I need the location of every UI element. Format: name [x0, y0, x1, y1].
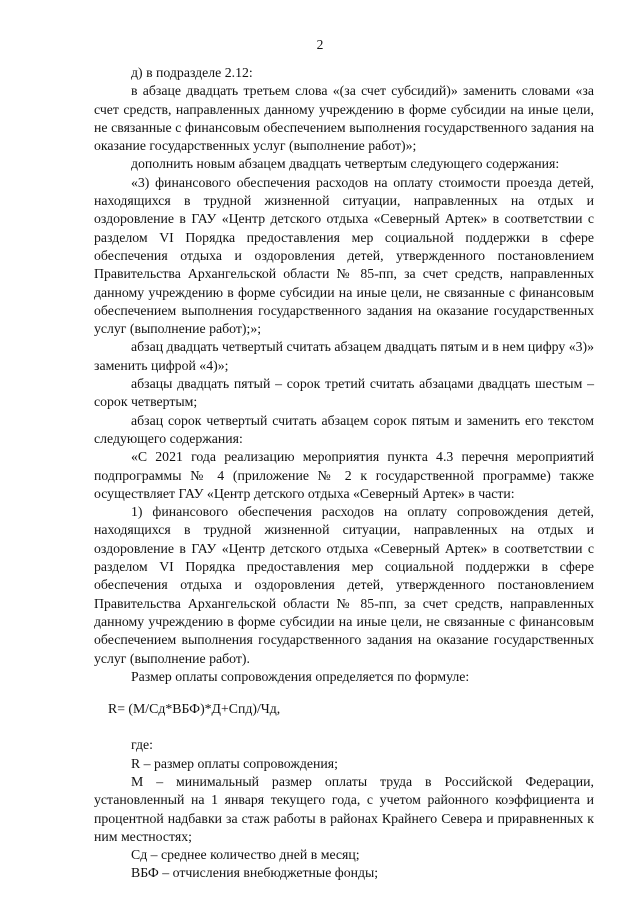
page-number: 2 — [316, 37, 324, 52]
paragraph: в абзаце двадцать третьем слова «(за счет субсидий)» заменить словами «за счет средств, направленных данному учреждению в форме субсидии на иные цели, не связанные с финансовым обеспечением выполнения государственного задания на оказание государственных услуг (выполнение работ)»; — [94, 83, 594, 154]
paragraph: «3) финансового обеспечения расходов на оплату стоимости проезда детей, находящихся в трудной жизненной ситуации, направленных на отдых и оздоровление в ГАУ «Центр детского отдыха «Северный Артек» в соответствии с разделом VI Порядка предоставления мер социальной поддержки в сфере обеспечения отдыха и оздоровления детей, утвержденного постановлением Правительства Архангельской области № 85-пп, за счет средств, направленных данному учреждению в форме субсидии на иные цели, не связанные с финансовым обеспечением выполнения государственного задания на оказание государственных услуг (выполнение работ);»; — [94, 174, 594, 337]
paragraph: абзацы двадцать пятый – сорок третий считать абзацами двадцать шестым – сорок четвертым; — [94, 376, 594, 410]
definition-item: Сд – среднее количество дней в месяц; — [131, 847, 360, 863]
definition-item: ВБФ – отчисления внебюджетные фонды; — [131, 865, 379, 881]
definition-item: М – минимальный размер оплаты труда в Российской Федерации, установленный на 1 января текущего года, с учетом районного коэффициента и процентной надбавки за стаж работы в районах Крайнего Севера и приравненных к ним местностях; — [94, 773, 594, 844]
formula: R= (М/Сд*ВБФ)*Д+Спд)/Чд, — [108, 701, 281, 717]
paragraph: «С 2021 года реализацию мероприятия пункта 4.3 перечня мероприятий подпрограммы № 4 (приложение № 2 к государственной программе) также осуществляет ГАУ «Центр детского отдыха «Северный Артек» в части: — [94, 449, 594, 501]
paragraph: Размер оплаты сопровождения определяется по формуле: — [131, 668, 470, 684]
paragraph: 1) финансового обеспечения расходов на оплату сопровождения детей, находящихся в трудной жизненной ситуации, направленных на отдых и оздоровление в ГАУ «Центр детского отдыха «Северный Артек» в соответствии с разделом VI Порядка предоставления мер социальной поддержки в сфере обеспечения отдыха и оздоровления детей, утвержденного постановлением Правительства Архангельской области № 85-пп, за счет средств, направленных данному учреждению в форме субсидии на иные цели, не связанные с финансовым обеспечением выполнения государственного задания на оказание государственных услуг (выполнение работ). — [94, 504, 594, 666]
document-body — [94, 64, 594, 883]
paragraph: абзац сорок четвертый считать абзацем сорок пятым и заменить его текстом следующего содержания: — [94, 412, 594, 446]
definition-item: где: — [131, 737, 153, 753]
paragraph: абзац двадцать четвертый считать абзацем двадцать пятым и в нем цифру «3)» заменить цифрой «4)»; — [94, 339, 594, 373]
paragraph: д) в подразделе 2.12: — [131, 65, 253, 80]
paragraph: дополнить новым абзацем двадцать четвертым следующего содержания: — [131, 156, 560, 172]
definition-item: R – размер оплаты сопровождения; — [131, 755, 338, 771]
